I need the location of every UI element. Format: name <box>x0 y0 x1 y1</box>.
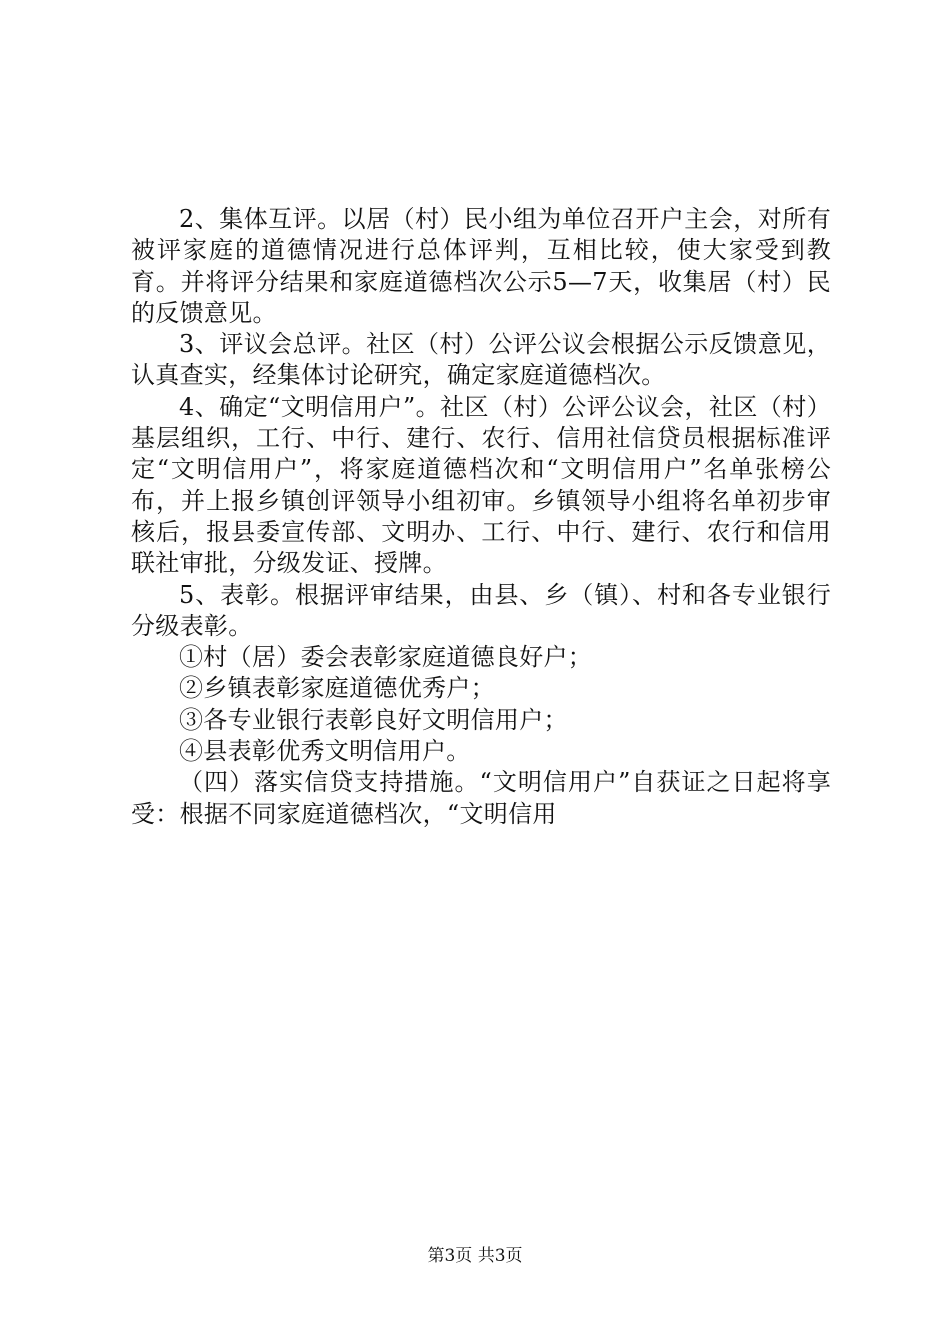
paragraph-collective-review: 2、集体互评。以居（村）民小组为单位召开户主会，对所有被评家庭的道德情况进行总体评判，互相比较，使大家受到教育。并将评分结果和家庭道德档次公示5—7天，收集居（村）民的反馈意见。 <box>131 205 831 327</box>
document-body <box>131 204 831 830</box>
page-number-footer: 第3页 共3页 <box>427 1246 523 1266</box>
paragraph-credit-support: （四）落实信贷支持措施。“文明信用户”自获证之日起将享受：根据不同家庭道德档次，“文明信用 <box>131 768 831 828</box>
paragraph-determine-credit-household: 4、确定“文明信用户”。社区（村）公评公议会，社区（村）基层组织，工行、中行、建行、农行、信用社信贷员根据标准评定“文明信用户”，将家庭道德档次和“文明信用户”名单张榜公布，并上报乡镇创评领导小组初审。乡镇领导小组将名单初步审核后，报县委宣传部、文明办、工行、中行、建行、农行和信用联社审批，分级发证、授牌。 <box>131 392 831 578</box>
list-item-township-commendation: ②乡镇表彰家庭道德优秀户； <box>179 674 495 703</box>
list-item-county-commendation: ④县表彰优秀文明信用户。 <box>179 737 471 766</box>
list-item-bank-commendation: ③各专业银行表彰良好文明信用户； <box>179 705 568 734</box>
paragraph-commendation: 5、表彰。根据评审结果，由县、乡（镇）、村和各专业银行分级表彰。 <box>131 580 831 640</box>
list-item-village-commendation: ①村（居）委会表彰家庭道德良好户； <box>179 643 593 672</box>
paragraph-council-review: 3、评议会总评。社区（村）公评公议会根据公示反馈意见，认真查实，经集体讨论研究，确定家庭道德档次。 <box>131 330 831 390</box>
